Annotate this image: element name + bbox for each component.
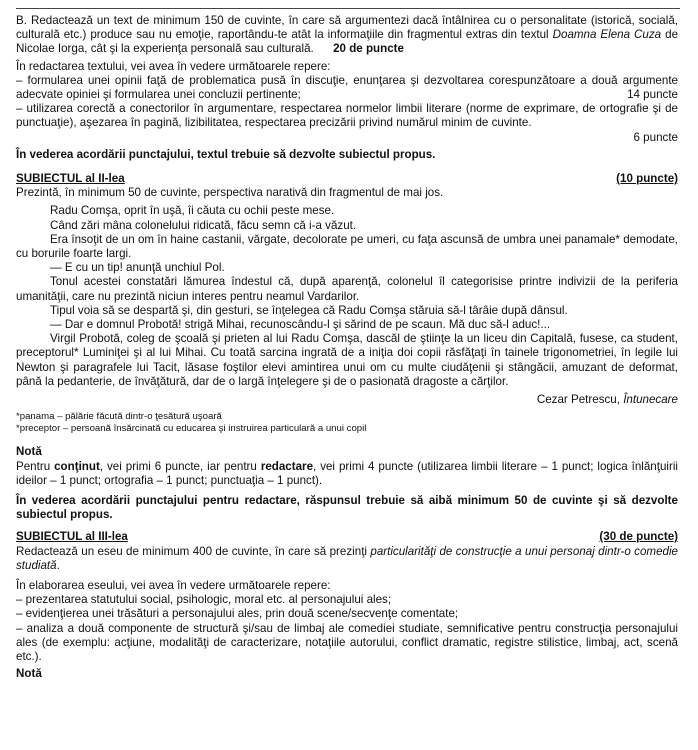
- footnote-panama: *panama – pălărie făcută dintr-o ţesătură uşoară: [16, 411, 222, 423]
- section-b-item-2: – utilizarea corectă a conectorilor în argumentare, respectarea normelor limbii literare (norme de exprimare, de ortografie şi de punctuaţie), aşezarea în pagină, lizibilitatea, respectarea precizării privind numărul minim de cuvinte.: [16, 102, 678, 130]
- section-3-item-1: – prezentarea statutului social, psihologic, moral etc. al personajului ales;: [16, 593, 392, 607]
- section-2-points: (10 puncte): [616, 172, 678, 186]
- section-3-item-2: – evidenţierea unei trăsături a personajului ales, prin două scene/secvenţe comentate;: [16, 607, 459, 621]
- section-3-guide: În elaborarea eseului, vei avea în vedere următoarele repere:: [16, 578, 331, 592]
- excerpt-line: Tipul voia să se despartă şi, din gesturi, se înţelegea că Radu Comşa stăruia să-l târâie după dânsul.: [50, 303, 568, 317]
- excerpt: [16, 204, 678, 407]
- excerpt-line: — E cu un tip! anunţă unchiul Pol.: [50, 261, 225, 275]
- top-rule: [16, 8, 680, 9]
- section-b-item-2-points: 6 puncte: [633, 130, 678, 144]
- section-2-header: [16, 172, 678, 186]
- section-3-item-3: – analiza a două componente de structură şi/sau de limbaj ale comediei studiate, semnificative pentru construcţia personajului ales (de exemplu: acţiune, modalităţi de caracterizare, notaţiile autorului, conflict dramatic, registre stilistice, limbaj, act, scenă etc.).: [16, 621, 678, 663]
- excerpt-work: Întunecare: [623, 393, 678, 407]
- section-b-guide: În redactarea textului, vei avea în vedere următoarele repere:: [16, 59, 331, 73]
- section-2-task: Prezintă, în minimum 50 de cuvinte, perspectiva narativă din fragmentul de mai jos.: [16, 186, 444, 200]
- section-3-task: Redactează un eseu de minimum 400 de cuvinte, în care să prezinţi particularităţi de construcţie a unui personaj dintr-o comedie studiată.: [16, 544, 678, 572]
- excerpt-line: Când zări mâna colonelului ridicată, făcu semn că i-a văzut.: [50, 218, 357, 232]
- source-title: Doamna Elena Cuza: [552, 28, 662, 42]
- section-b-bold-note: În vederea acordării punctajului, textul trebuie să dezvolte subiectul propus.: [16, 147, 436, 161]
- section-2-nota-title: Notă: [16, 445, 42, 459]
- section-2-nota: Pentru conţinut, vei primi 6 puncte, iar pentru redactare, vei primi 4 puncte (utilizarea limbii literare – 1 punct; logica înlănţuirii ideilor – 1 punct; ortografia – 1 punct; punctuaţia – 1 punct).: [16, 459, 678, 487]
- section-3-header: [16, 530, 678, 544]
- section-2-bold-note: În vederea acordării punctajului pentru redactare, răspunsul trebuie să aibă minimum 50 de cuvinte şi să dezvolte subiectul propus.: [16, 493, 678, 522]
- footnote-preceptor: *preceptor – persoană însărcinată cu educarea şi instruirea particulară a unui copil: [16, 423, 367, 435]
- section-b-points: 20 de puncte: [333, 42, 404, 56]
- section-b-task: B. Redactează un text de minimum 150 de cuvinte, în care să argumentezi dacă întâlnirea cu o personalitate (istorică, socială, culturală etc.) produce sau nu emoţie, raportându-te atât la informaţiile din fragmentul extras din textul Doamna Elena Cuza de Nicolae Iorga, cât şi la experienţa personală sau culturală. 20 de puncte: [16, 14, 679, 56]
- section-3-cut-off-note: Notă: [16, 667, 42, 681]
- section-3-points: (30 de puncte): [599, 530, 678, 544]
- excerpt-line: Era însoţit de un om în haine castanii, vărgate, decolorate pe umeri, cu faţa ascunsă de umbra unei panamale* demodate, cu borurile foarte largi.: [16, 232, 678, 261]
- section-b-item-1-points: 14 puncte: [627, 88, 678, 102]
- excerpt-source: Cezar Petrescu, Întunecare: [536, 393, 678, 407]
- excerpt-line: Tonul acestei constatări lămurea îndestul că, după aparenţă, colonelul îl categorisise printre indivizii de la periferia umanităţii, care nu prezintă niciun interes pentru neamul Vardarilor.: [16, 275, 678, 303]
- excerpt-line: Virgil Probotă, coleg de şcoală şi prieten al lui Radu Comşa, dascăl de ştiinţe la un liceu din Capitală, fusese, ca student, preceptorul* Luminiţei şi al lui Mihai. Cu toată sarcina ingrată de a iniţia doi copii răsfăţaţi în tainele trigonometriei, în legile lui Newton şi paragrafele lui Tacit, lăsase foştilor elevi amintirea unui om cu multe ciudăţenii şi stângăcii, amuzant de deformat, până la pedanterie, de învăţătură, dar de o largă înţelegere şi de o pasionată dragoste a cărţilor.: [16, 332, 678, 388]
- excerpt-line: — Dar e domnul Probotă! strigă Mihai, recunoscându-l şi sărind de pe scaun. Mă duc să-l aduc!...: [50, 318, 551, 332]
- section-b-item-1: – formularea unei opinii faţă de problematica pusă în discuţie, enunţarea şi dezvoltarea corespunzătoare a două argumente adecvate opiniei şi formularea unei concluzii pertinente;: [16, 73, 678, 102]
- excerpt-line: Radu Comşa, oprit în uşă, îi căuta cu ochii peste mese.: [50, 204, 335, 218]
- page-content: [16, 14, 678, 681]
- section-2-title: SUBIECTUL al II-lea: [16, 172, 125, 186]
- section-3-title: SUBIECTUL al III-lea: [16, 530, 128, 544]
